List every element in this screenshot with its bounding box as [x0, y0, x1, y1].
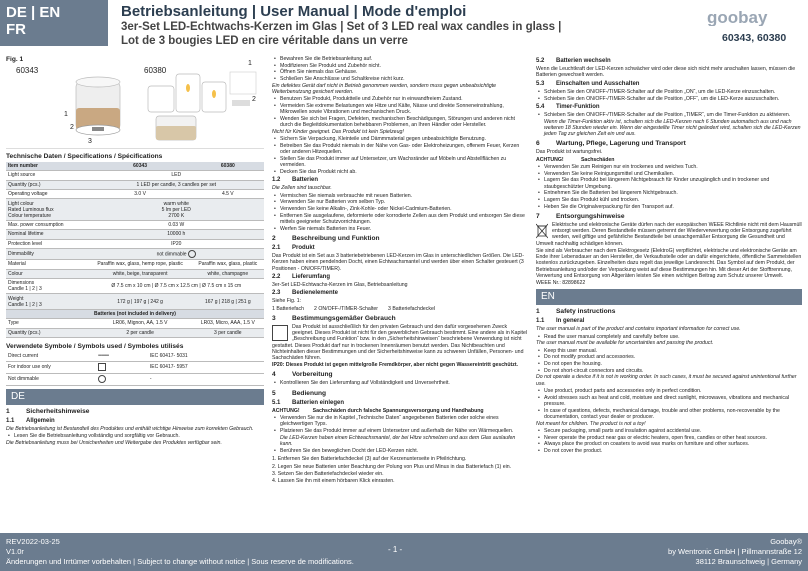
figure-marker-1: 1	[64, 111, 68, 118]
de-change-battery-text: Wenn die Leuchtkraft der LED-Kerzen schwächer wird oder diese sich nicht mehr anschalten lassen, müssen die Batterien gewechselt werden.	[536, 66, 796, 79]
spec-label: Type	[6, 319, 89, 328]
de-section-1-1-title: 1.1 Allgemein	[6, 417, 55, 424]
not-dimmable-icon	[188, 250, 196, 258]
list-item: • Öffnen Sie niemals das Gehäuse.	[280, 69, 528, 75]
list-item: • Schließen Sie Anschlüsse und Schaltkreise nicht kurz.	[280, 76, 528, 82]
de-step: 1. Entfernen Sie den Batteriefachdeckel (3) auf der Kerzenunterseite in Pfeilrichtung.	[272, 456, 467, 463]
de-section-5-3-title: 5.3 Einschalten und Ausschalten	[536, 80, 640, 87]
doc-subtitle-1: 3er-Set LED-Echtwachs-Kerzen im Glas | Set of 3 LED real wax candles in glass |	[121, 21, 562, 33]
list-item: • Betreiben Sie das Produkt niemals in der Nähe von Gas- oder Elektroheizungen, offenem Feuer, Kerzen oder anderen Hitzequellen.	[280, 143, 528, 155]
table-row	[6, 180, 264, 189]
en-list-2	[536, 348, 802, 374]
indoor-use-icon	[272, 325, 288, 341]
candles-illustration	[6, 64, 264, 148]
page-number: - 1 -	[388, 545, 403, 554]
de-controls-items	[272, 306, 528, 312]
de-disposal-text-2: Sie sind als Verbraucher nach dem Elektrogesetz (ElektroG) verpflichtet, elektrische und elektronische Geräte am Ende ihrer Lebensdauer an den Hersteller, die Verkaufsstelle oder an dafür eingerichtete, öffentliche Sammelstellen kostenlos zurückzugeben. Einzelheiten dazu regelt das jeweilige Landesrecht. Das Symbol auf dem Produkt, der Betriebsanleitung und/oder der Verpackung weist auf diese Bestimmungen hin. Mit dieser Art der Stofftrennung, Verwertung und Entsorgung von Altgeräten leisten Sie einen wichtigen Beitrag zum Schutz unserer Umwelt.	[536, 247, 802, 279]
spec-value-b: white, champagne	[192, 269, 264, 278]
list-item: • Sichern Sie Verpackung, Kleinteile und Dämmmaterial gegen unbeabsichtigte Benutzung.	[280, 136, 528, 142]
spec-value-b: 4.5 V	[192, 190, 264, 199]
de-general-text-2: Die Betriebsanleitung muss bei Unsicherheiten und Weitergabe des Produktes verfügbar sein.	[6, 439, 222, 446]
specs-head-label: Item number	[6, 162, 89, 171]
figure-marker-4: 1	[248, 60, 252, 67]
specs-title: Technische Daten / Specifications / Spécifications	[6, 153, 163, 160]
figure-marker-2: 2	[70, 124, 74, 131]
list-item: • Vermeiden Sie extreme Belastungen wie Hitze und Kälte, Nässe und direkte Sonneneinstrahlung, Mikrowellen sowie Vibrationen und mechanischen Druck.	[280, 103, 528, 115]
de-wax-note: Die LED-Kerzen haben einen Echtwachsmantel, der bei Hitze schmelzen und aus dem Glas auslaufen kann.	[280, 434, 516, 447]
list-item: • Use product, product parts and accessories only in perfect condition.	[544, 388, 802, 394]
spec-label: Quantity (pcs.)	[6, 180, 89, 189]
list-item: • Avoid stresses such as heat and cold, moisture and direct sunlight, microwaves, vibrations and mechanical pressure.	[544, 395, 802, 407]
spec-value: not dimmable	[156, 251, 187, 258]
specs-table	[6, 162, 264, 338]
list-item: • Berühren Sie den beweglichen Docht der LED-Kerzen nicht.	[280, 448, 528, 454]
de-step: 3. Setzen Sie den Batteriefachdeckel wieder ein.	[272, 470, 384, 477]
table-row	[6, 294, 264, 309]
goobay-logo	[705, 8, 800, 26]
indoor-use-icon	[96, 361, 148, 373]
language-bar-en: EN	[536, 289, 802, 305]
en-general-text: The user manual is part of the product and contains important information for correct use.	[536, 326, 741, 333]
footer-city: 38112 Braunschweig | Germany	[695, 557, 802, 566]
footer-left	[6, 537, 354, 567]
table-row	[6, 171, 264, 180]
de-disposal-text-1: Elektrische und elektronische Geräte dürfen nach der europäischen WEEE Richtlinie nicht mit dem Hausmüll entsorgt werden. Deren Bestandteile müssen getrennt der Wiederverwertung oder Entsorgung zugeführt werden, weil giftige und gefährliche Bestandteile bei unsachgemäßer Entsorgung die Gesundheit und Umwelt nachhaltig schädigen können.	[536, 221, 802, 247]
spec-value-b: Paraffin wax, glass, plastic	[192, 260, 264, 269]
list-item: • Do not short-circuit connectors and circuits.	[544, 368, 802, 374]
column-3	[536, 56, 802, 455]
list-item: • Bewahren Sie die Betriebsanleitung auf.	[280, 56, 528, 62]
figure-marker-5: 2	[252, 96, 256, 103]
list-item: • Do not modify product and accessories.	[544, 354, 802, 360]
table-row	[6, 199, 264, 220]
spec-value: warm white 5 lm per LED 2700 K	[89, 199, 264, 220]
spec-label: Operating voltage	[6, 190, 89, 199]
spec-value: 1 LED per candle, 3 candles per set	[89, 180, 264, 189]
spec-value: 0.03 W	[89, 220, 264, 229]
list-item: • Keep this user manual.	[544, 348, 802, 354]
header	[0, 0, 808, 52]
spec-value-a: 2 per candle	[89, 328, 192, 337]
de-maintenance-list	[536, 164, 802, 210]
en-defect-note: Do not operate a device if it is not in working order. In such cases, it must be secured against unintentional further use.	[536, 374, 797, 387]
en-list-4	[536, 428, 802, 454]
spec-label: Max. power consumption	[6, 220, 89, 229]
spec-value-cell	[89, 248, 264, 259]
list-item: • Vermischen Sie niemals verbrauchte mit neuen Batterien.	[280, 193, 528, 199]
table-row	[6, 328, 264, 337]
symbol-value: IEC 60417- 5031	[148, 352, 264, 362]
specs-head-row	[6, 162, 264, 171]
table-row	[6, 220, 264, 229]
list-item: • Entnehmen Sie die Batterien bei längerem Nichtgebrauch.	[544, 190, 802, 196]
spec-label: Light source	[6, 171, 89, 180]
de-weee-number: WEEE Nr.: 82898622	[536, 279, 586, 286]
spec-label: Material	[6, 260, 89, 269]
language-line-2: FR	[6, 21, 26, 38]
list-item: • Schieben Sie den ON/OFF-/TIMER-Schalter auf die Position „ON“, um die LED-Kerze einzuschalten.	[544, 89, 802, 95]
list-item: • Modifizieren Sie Produkt und Zubehör nicht.	[280, 63, 528, 69]
control-item: 1 Batteriefach	[272, 305, 305, 312]
de-section-5-4-title: 5.4 Timer-Funktion	[536, 103, 600, 110]
de-safety-list-2	[272, 96, 528, 128]
list-item: • Entfernen Sie ausgelaufene, deformierte oder korrodierte Zellen aus dem Produkt und entsorgen Sie diese mittels geeigneter Schutzvorrichtungen.	[280, 213, 528, 225]
list-item: • Stellen Sie das Produkt immer auf Untersetzer, um Wachsränder auf Möbeln und Abstellflächen zu vermeiden.	[280, 156, 528, 168]
de-children-note: Nicht für Kinder geeignet. Das Produkt ist kein Spielzeug!	[272, 129, 404, 136]
spec-label: Dimensions Candle 1 | 2 | 3	[6, 279, 89, 294]
spec-label: Weight Candle 1 | 2 | 3	[6, 294, 89, 309]
spec-value-a: LR06, Mignon, AA, 1.5 V	[89, 319, 192, 328]
spec-value: Ø 7.5 cm x 10 cm | Ø 7.5 cm x 12.5 cm | Ø 7.5 cm x 15 cm	[89, 279, 264, 294]
table-row	[6, 352, 264, 362]
list-item: • Never operate the product near gas or electric heaters, open fires, candles or other heat sources.	[544, 435, 802, 441]
list-item: • In case of questions, defects, mechanical damage, trouble and other problems, non-recoverable by the documentation, contact your dealer or producer.	[544, 408, 802, 420]
language-bar-de: DE	[6, 389, 264, 405]
spec-value-a: 3.0 V	[89, 190, 192, 199]
de-section-3-title: 3 Bestimmungsgemäßer Gebrauch	[272, 314, 396, 322]
en-general-text-2: The user manual must be available for uncertainties and passing the product.	[536, 340, 714, 347]
de-safety-list-1	[272, 56, 528, 82]
en-list-1	[536, 334, 802, 340]
figure-1	[6, 56, 264, 149]
doc-title: Betriebsanleitung | User Manual | Mode d'emploi	[121, 3, 467, 20]
de-section-5-1-title: 5.1 Batterien einlegen	[272, 399, 345, 406]
en-section-1-1-title: 1.1 In general	[536, 318, 585, 325]
de-step: 2. Legen Sie neue Batterien unter Beachtung der Polung von Plus und Minus in das Batteriefach (1) ein.	[272, 463, 512, 470]
de-batteries-list	[272, 193, 528, 232]
de-batteries-note: Die Zellen sind tauschbar.	[272, 185, 332, 192]
batteries-head: Batteries (not included in delivery)	[6, 309, 264, 318]
list-item: • Lagern Sie das Produkt kühl und trocken.	[544, 197, 802, 203]
symbol-label: For indoor use only	[6, 361, 96, 373]
table-row	[6, 361, 264, 373]
spec-value: IP20	[89, 239, 264, 248]
list-item: • Werfen Sie niemals Batterien ins Feuer.	[280, 226, 528, 232]
de-ip20-text: IP20: Dieses Produkt ist gegen mittelgroße Fremdkörper, aber nicht gegen Wassereintritt geschützt.	[272, 362, 518, 369]
spec-value: LED	[89, 171, 264, 180]
de-section-5-2-title: 5.2 Batterien wechseln	[536, 58, 611, 64]
figure-label: Fig. 1	[6, 56, 24, 63]
de-defect-note: Ein defektes Gerät darf nicht in Betrieb genommen werden, sondern muss gegen unbeabsichtigte Weiterbenutzung gesichert werden.	[272, 82, 497, 96]
table-row	[6, 239, 264, 248]
de-maintenance-warning: ACHTUNG! Sachschäden	[536, 156, 615, 163]
spec-value-b: 3 per candle	[192, 328, 264, 337]
de-maintenance-text: Das Produkt ist wartungsfrei.	[536, 149, 603, 156]
list-item: • Lagern Sie das Produkt bei längerem Nichtgebrauch für Kinder unzugänglich und in trockener und staubgeschützter Umgebung.	[544, 177, 802, 189]
footer-company: by Wentronic GmbH | Pillmannstraße 12	[668, 547, 802, 556]
list-item: • Benutzen Sie Produkt, Produktteile und Zubehör nur in einwandfreiem Zustand.	[280, 96, 528, 102]
batteries-head-row	[6, 309, 264, 318]
de-section-1-title: 1 Sicherheitshinweise	[6, 407, 90, 415]
de-step: 4. Lassen Sie ihn mit einem hörbaren Klick einrasten.	[272, 478, 395, 485]
de-section-5-title: 5 Bedienung	[272, 389, 327, 397]
list-item: • Verwenden Sie keine Reinigungsmittel und Chemikalien.	[544, 171, 802, 177]
footer-version: V1.0r	[6, 547, 24, 556]
spec-value-a: Paraffin wax, glass, hemp rope, plastic	[89, 260, 192, 269]
column-2	[272, 56, 528, 485]
spec-label: Colour	[6, 269, 89, 278]
de-section-1-2-title: 1.2 Batterien	[272, 177, 319, 184]
de-section-2-1-title: 2.1 Produkt	[272, 244, 315, 251]
de-general-text-1: Die Betriebsanleitung ist Bestandteil des Produktes und enthält wichtige Hinweise zum korrekten Gebrauch.	[6, 425, 254, 432]
list-item: • Do not cover the product.	[544, 448, 802, 454]
list-item: • Lesen Sie die Betriebsanleitung vollständig und sorgfältig vor Gebrauch.	[14, 433, 264, 439]
de-section-2-title: 2 Beschreibung und Funktion	[272, 235, 380, 243]
language-box	[0, 0, 108, 46]
en-children-note: Not meant for children. The product is not a toy!	[536, 420, 646, 427]
de-section-6-title: 6 Wartung, Pflege, Lagerung und Transport	[536, 140, 686, 148]
table-row	[6, 373, 264, 385]
spec-label: Light colour Rated Luminous flux Colour temperature	[6, 199, 89, 220]
table-row	[6, 260, 264, 269]
control-item: 2 ON/OFF-/TIMER-Schalter	[314, 305, 379, 312]
language-line-1: DE | EN	[6, 4, 61, 21]
de-intended-use-text: Das Produkt ist ausschließlich für den privaten Gebrauch und den dafür vorgesehenen Zweck geeignet. Dieses Produkt ist nicht für den gewerblichen Gebrauch bestimmt. Eine andere als in Kapitel „Beschreibung und Funktion“ bzw. in den „Sicherheitshinweisen“ beschriebene Verwendung ist nicht gestattet. Dieses Produkt darf nur in trockenen Innenräumen benutzt werden. Das Nichtbeachten und Nichteinhalten dieser Bestimmungen und der Sicherheitshinweise kann zu schweren Unfällen, Personen- und Sachschäden führen.	[272, 323, 528, 361]
de-timer-list	[536, 112, 802, 118]
figure-code-right: 60380	[144, 66, 167, 75]
list-item: • Kontrollieren Sie den Lieferumfang auf Vollständigkeit und Unversehrtheit.	[280, 380, 528, 386]
symbol-value: -	[148, 373, 264, 385]
list-item: • Verwenden Sie keine Alkalin-, Zink-Kohle- oder Nickel-Cadmium-Batterien.	[280, 206, 528, 212]
spec-value-a: 172 g | 197 g | 242 g	[89, 294, 192, 309]
symbol-label: Direct current	[6, 352, 96, 362]
en-list-3	[536, 388, 802, 420]
de-controls-text: Siehe Fig. 1:	[272, 298, 302, 305]
table-row	[6, 248, 264, 259]
de-insert-list-2	[272, 448, 528, 454]
table-row	[6, 269, 264, 278]
spec-value-b: 167 g | 218 g | 251 g	[192, 294, 264, 309]
spec-value: 10000 h	[89, 230, 264, 239]
symbol-value: IEC 60417- 5957	[148, 361, 264, 373]
de-product-text: Das Produkt ist ein Set aus 3 batteriebetriebenen LED-Kerzen im Glas in unterschiedlichen Größen. Die LED-Kerzen haben einen pendelnden Docht, einen Echtwachsmantel und werden über einen Schalter gesteuert (3 Positionen - ON/OFF/TIMER).	[272, 253, 525, 272]
footer-right	[668, 537, 802, 567]
list-item: • Do not open the housing.	[544, 361, 802, 367]
symbols-title: Verwendete Symbole / Symbols used / Symboles utilisés	[6, 342, 184, 350]
list-item: • Wenden Sie sich bei Fragen, Defekten, mechanischen Beschädigungen, Störungen und anderen nicht durch die Begleitdokumentation behebbaren Problemen, an Ihren Händler oder Hersteller.	[280, 116, 528, 128]
weee-bin-icon	[536, 223, 548, 239]
table-row	[6, 230, 264, 239]
specs-head-a: 60343	[89, 162, 192, 171]
list-item: • Decken Sie das Produkt nicht ab.	[280, 169, 528, 175]
doc-subtitle-2: Lot de 3 bougies LED en cire véritable dans un verre	[121, 35, 408, 47]
not-dimmable-symbol-icon	[96, 373, 148, 385]
footer-brand: Goobay®	[770, 537, 802, 546]
table-row	[6, 319, 264, 328]
de-section-4-title: 4 Vorbereitung	[272, 371, 333, 379]
de-timer-note: Wenn die Timer-Funktion aktiv ist, schalten sich die LED-Kerzen nach 6 Stunden automatisch aus und nach weiteren 18 Stunden wieder ein. Wenn der eingestellte Timer nicht geändert wird, schalten sich die LED-Kerzen jeden Tag zur gleichen Zeit ein und aus.	[544, 118, 801, 138]
list-item: • Schieben Sie den ON/OFF-/TIMER-Schalter auf die Position „OFF“, um die LED-Kerze auszuschalten.	[544, 96, 802, 102]
de-prep-list	[272, 380, 528, 386]
de-section-2-2-title: 2.2 Lieferumfang	[272, 273, 331, 280]
table-row	[6, 279, 264, 294]
footer-revision: REV2022-03-25	[6, 537, 60, 546]
de-switch-list	[536, 89, 802, 102]
de-section-7-title: 7 Entsorgungshinweise	[536, 212, 625, 220]
de-general-list	[6, 433, 264, 439]
list-item: • Verwenden Sie zum Reinigen nur ein trockenes und weiches Tuch.	[544, 164, 802, 170]
en-section-1-title: 1 Safety instructions	[536, 308, 616, 316]
figure-code-left: 60343	[16, 66, 39, 75]
list-item: • Verwenden Sie nur die in Kapitel „Technische Daten“ angegebenen Batterien oder solche eines gleichwertigen Typs.	[280, 415, 528, 427]
list-item: • Read the user manual completely and carefully before use.	[544, 334, 802, 340]
spec-value-a: white, beige, transparent	[89, 269, 192, 278]
column-1	[6, 56, 264, 447]
footer	[0, 533, 808, 571]
list-item: • Secure packaging, small parts and insulation against accidental use.	[544, 428, 802, 434]
de-warning: ACHTUNG! Sachschäden durch falsche Spannungsversorgung und Handhabung	[272, 407, 484, 414]
de-insert-list	[272, 415, 528, 434]
spec-label: Quantity (pcs.)	[6, 328, 89, 337]
direct-current-icon: ═══	[96, 352, 148, 362]
de-section-2-3-title: 2.3 Bedienelemente	[272, 290, 339, 297]
list-item: • Always place the product on coasters to avoid wax marks on furniture and other surfaces.	[544, 441, 802, 447]
spec-label: Dimmability	[6, 248, 89, 259]
list-item: • Platzieren Sie das Produkt immer auf einem Untersetzer und außerhalb der Nähe von Wärmequellen.	[280, 428, 528, 434]
table-row	[6, 190, 264, 199]
spec-value-b: LR03, Micro, AAA, 1.5 V	[192, 319, 264, 328]
specs-head-b: 60380	[192, 162, 264, 171]
spec-label: Nominal lifetime	[6, 230, 89, 239]
spec-label: Protection level	[6, 239, 89, 248]
article-numbers: 60343, 60380	[722, 32, 787, 44]
logo-text: goobay	[707, 8, 768, 26]
list-item: • Heben Sie die Originalverpackung für den Transport auf.	[544, 204, 802, 210]
footer-disclaimer: Änderungen und Irrtümer vorbehalten | Subject to change without notice | Sous reserve de modifications.	[6, 557, 354, 566]
symbol-label: Not dimmable	[6, 373, 96, 385]
list-item: • Schieben Sie den ON/OFF-/TIMER-Schalter auf die Position „TIMER“, um die Timer-Funktion zu aktivieren.	[544, 112, 802, 118]
control-item: 3 Batteriefachdeckel	[388, 305, 436, 312]
symbols-table	[6, 352, 264, 386]
de-safety-list-3	[272, 136, 528, 175]
list-item: • Verwenden Sie nur Batterien vom selben Typ.	[280, 199, 528, 205]
de-scope-text: 3er-Set LED-Echtwachs-Kerzen im Glas, Betriebsanleitung	[272, 282, 408, 289]
figure-marker-3: 3	[88, 138, 92, 145]
